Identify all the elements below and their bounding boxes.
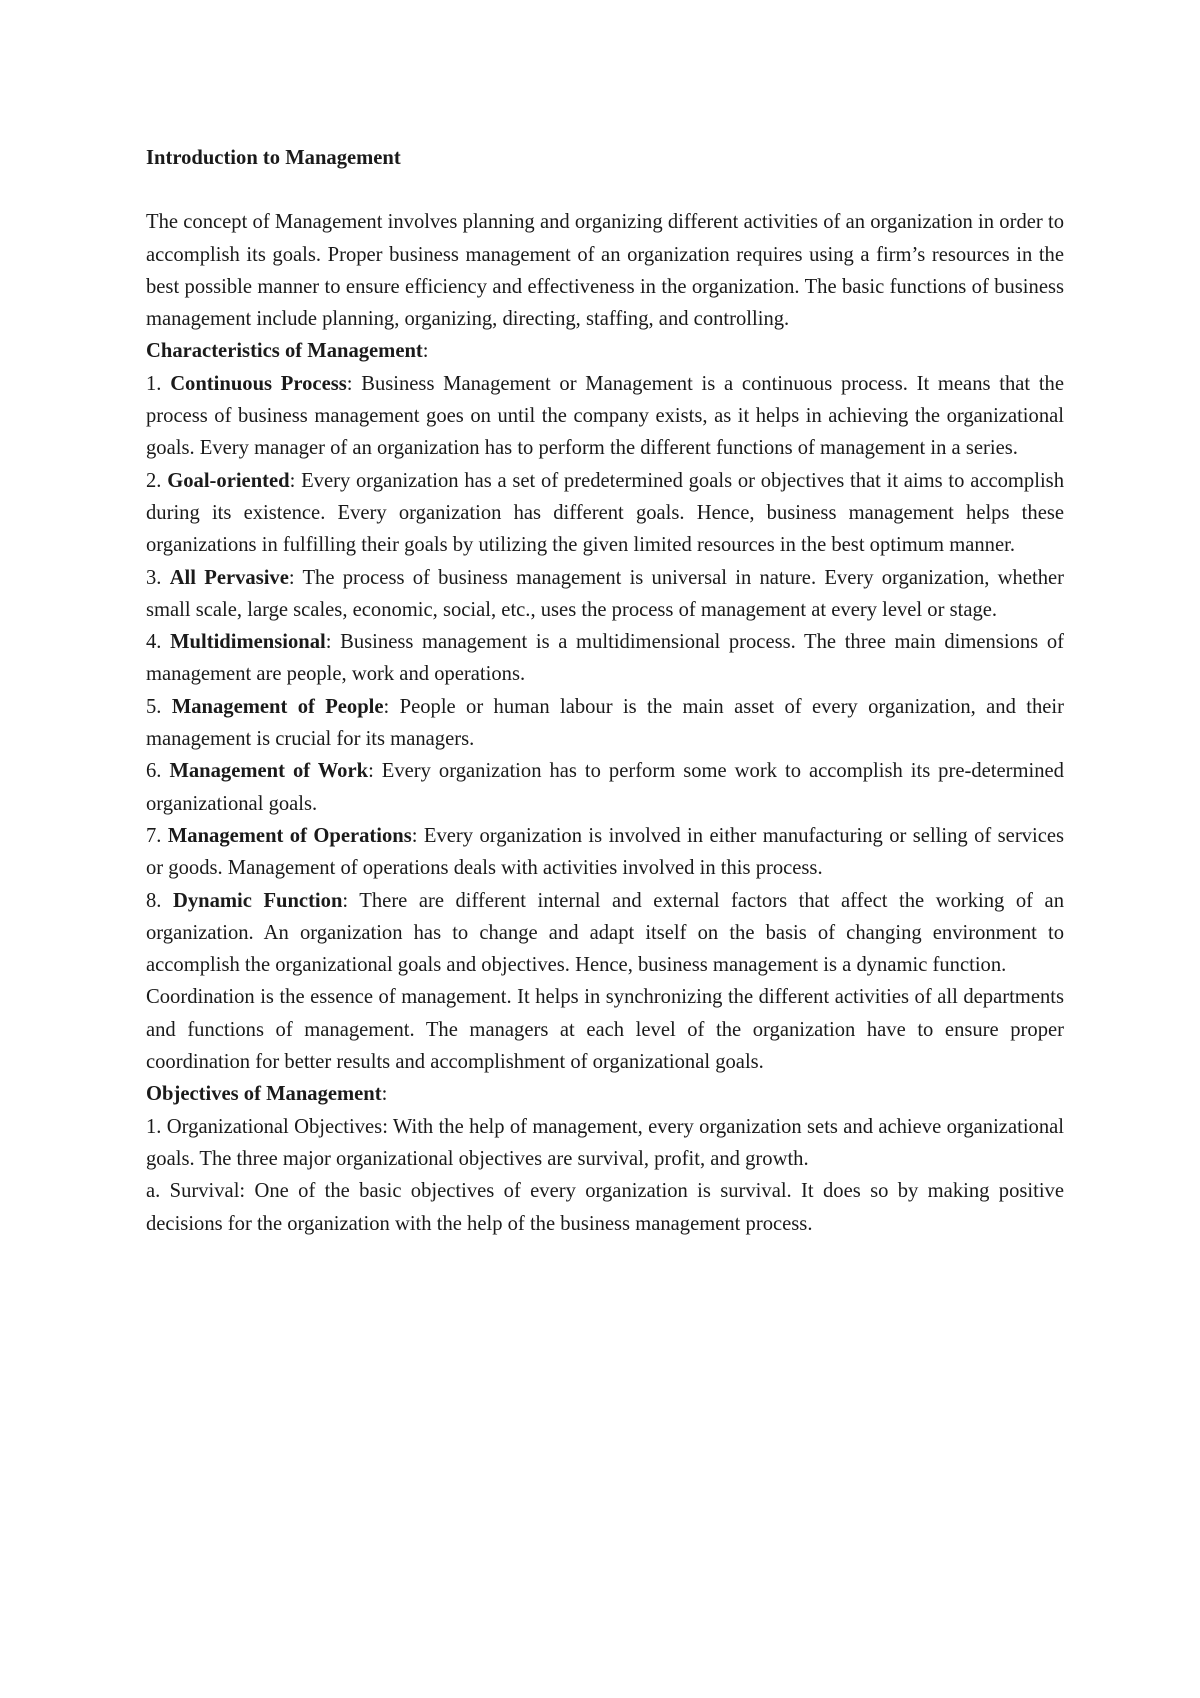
characteristic-item: [146, 820, 1064, 885]
characteristic-colon: :: [411, 824, 418, 847]
characteristic-number: 7.: [146, 824, 162, 847]
characteristics-heading: Characteristics of Management: [146, 340, 423, 363]
objectives-heading-line: [146, 1078, 1064, 1110]
characteristic-term: Management of Work: [169, 760, 369, 783]
characteristics-heading-line: [146, 335, 1064, 367]
characteristic-term: Multidimensional: [170, 631, 326, 654]
blank-line: [146, 174, 1064, 206]
characteristic-colon: :: [288, 566, 295, 589]
characteristic-text: Every organization is involved in either manufacturing or selling of services or goods. Management of operations deals with activities involved in this process.: [146, 824, 1064, 880]
characteristic-colon: :: [289, 469, 296, 492]
characteristic-item: [146, 465, 1064, 562]
coordination-paragraph: Coordination is the essence of management. It helps in synchronizing the different activities of all departments and functions of management. The managers at each level of the organization have to ensure proper coordination for better results and accomplishment of organizational goals.: [146, 986, 1064, 1074]
characteristic-item: [146, 562, 1064, 627]
characteristic-term: Dynamic Function: [172, 889, 343, 912]
characteristic-text: People or human labour is the main asset of every organization, and their management is crucial for its managers.: [146, 695, 1064, 751]
characteristic-term: All Pervasive: [169, 566, 289, 589]
characteristic-term: Management of Operations: [167, 824, 412, 847]
characteristics-list: [146, 368, 1064, 982]
objective-survival: a. Survival: One of the basic objectives of every organization is survival. It does so by making positive decisions for the organization with the help of the business management process.: [146, 1180, 1064, 1235]
heading-colon: :: [422, 340, 429, 363]
characteristic-number: 5.: [146, 695, 162, 718]
characteristic-item: [146, 626, 1064, 691]
objectives-heading: Objectives of Management: [146, 1083, 382, 1106]
characteristic-number: 3.: [146, 566, 162, 589]
characteristic-number: 8.: [146, 889, 162, 912]
characteristic-number: 2.: [146, 469, 162, 492]
characteristic-colon: :: [368, 760, 374, 783]
characteristic-text: There are different internal and external factors that affect the working of an organization. An organization has to change and adapt itself on the basis of changing environment to accomplish the organizational goals and objectives. Hence, business management is a dynamic function.: [146, 889, 1064, 977]
characteristic-number: 1.: [146, 372, 162, 395]
characteristic-text: Every organization has a set of predetermined goals or objectives that it aims to accomplish during its existence. Every organization has different goals. Hence, business management helps these organizations in fulfilling their goals by utilizing the given limited resources in the best optimum manner.: [146, 469, 1064, 557]
characteristic-text: Every organization has to perform some work to accomplish its pre-determined organizational goals.: [146, 760, 1064, 815]
characteristic-colon: :: [342, 889, 349, 912]
characteristic-number: 6.: [146, 760, 162, 783]
characteristic-item: [146, 885, 1064, 982]
characteristic-term: Continuous Process: [170, 372, 347, 395]
characteristic-item: [146, 691, 1064, 756]
characteristic-item: [146, 368, 1064, 465]
objective-organizational: 1. Organizational Objectives: With the help of management, every organization sets and achieve organizational goals. The three major organizational objectives are survival, profit, and growth.: [146, 1115, 1064, 1170]
document-title: Introduction to Management: [146, 147, 401, 169]
characteristic-item: [146, 755, 1064, 820]
heading-colon: :: [381, 1083, 388, 1106]
characteristic-text: Business management is a multidimensional process. The three main dimensions of management are people, work and operations.: [146, 631, 1064, 686]
characteristic-colon: :: [325, 631, 332, 654]
characteristic-text: The process of business management is universal in nature. Every organization, whether small scale, large scales, economic, social, etc., uses the process of management at every level or stage.: [146, 566, 1064, 621]
characteristic-number: 4.: [146, 631, 162, 654]
characteristic-term: Goal-oriented: [167, 469, 290, 492]
characteristic-term: Management of People: [171, 695, 384, 718]
characteristic-text: Business Management or Management is a continuous process. It means that the process of business management goes on until the company exists, as it helps in achieving the organizational goals. Every manager of an organization has to perform the different functions of management in a series.: [146, 372, 1064, 460]
intro-paragraph: The concept of Management involves planning and organizing different activities of an organization in order to accomplish its goals. Proper business management of an organization requires using a firm’s resources in the best possible manner to ensure efficiency and effectiveness in the organization. The basic functions of business management include planning, organizing, directing, staffing, and controlling.: [146, 211, 1064, 331]
characteristic-colon: :: [346, 372, 353, 395]
document-body: [146, 142, 1064, 1240]
characteristic-colon: :: [383, 695, 390, 718]
